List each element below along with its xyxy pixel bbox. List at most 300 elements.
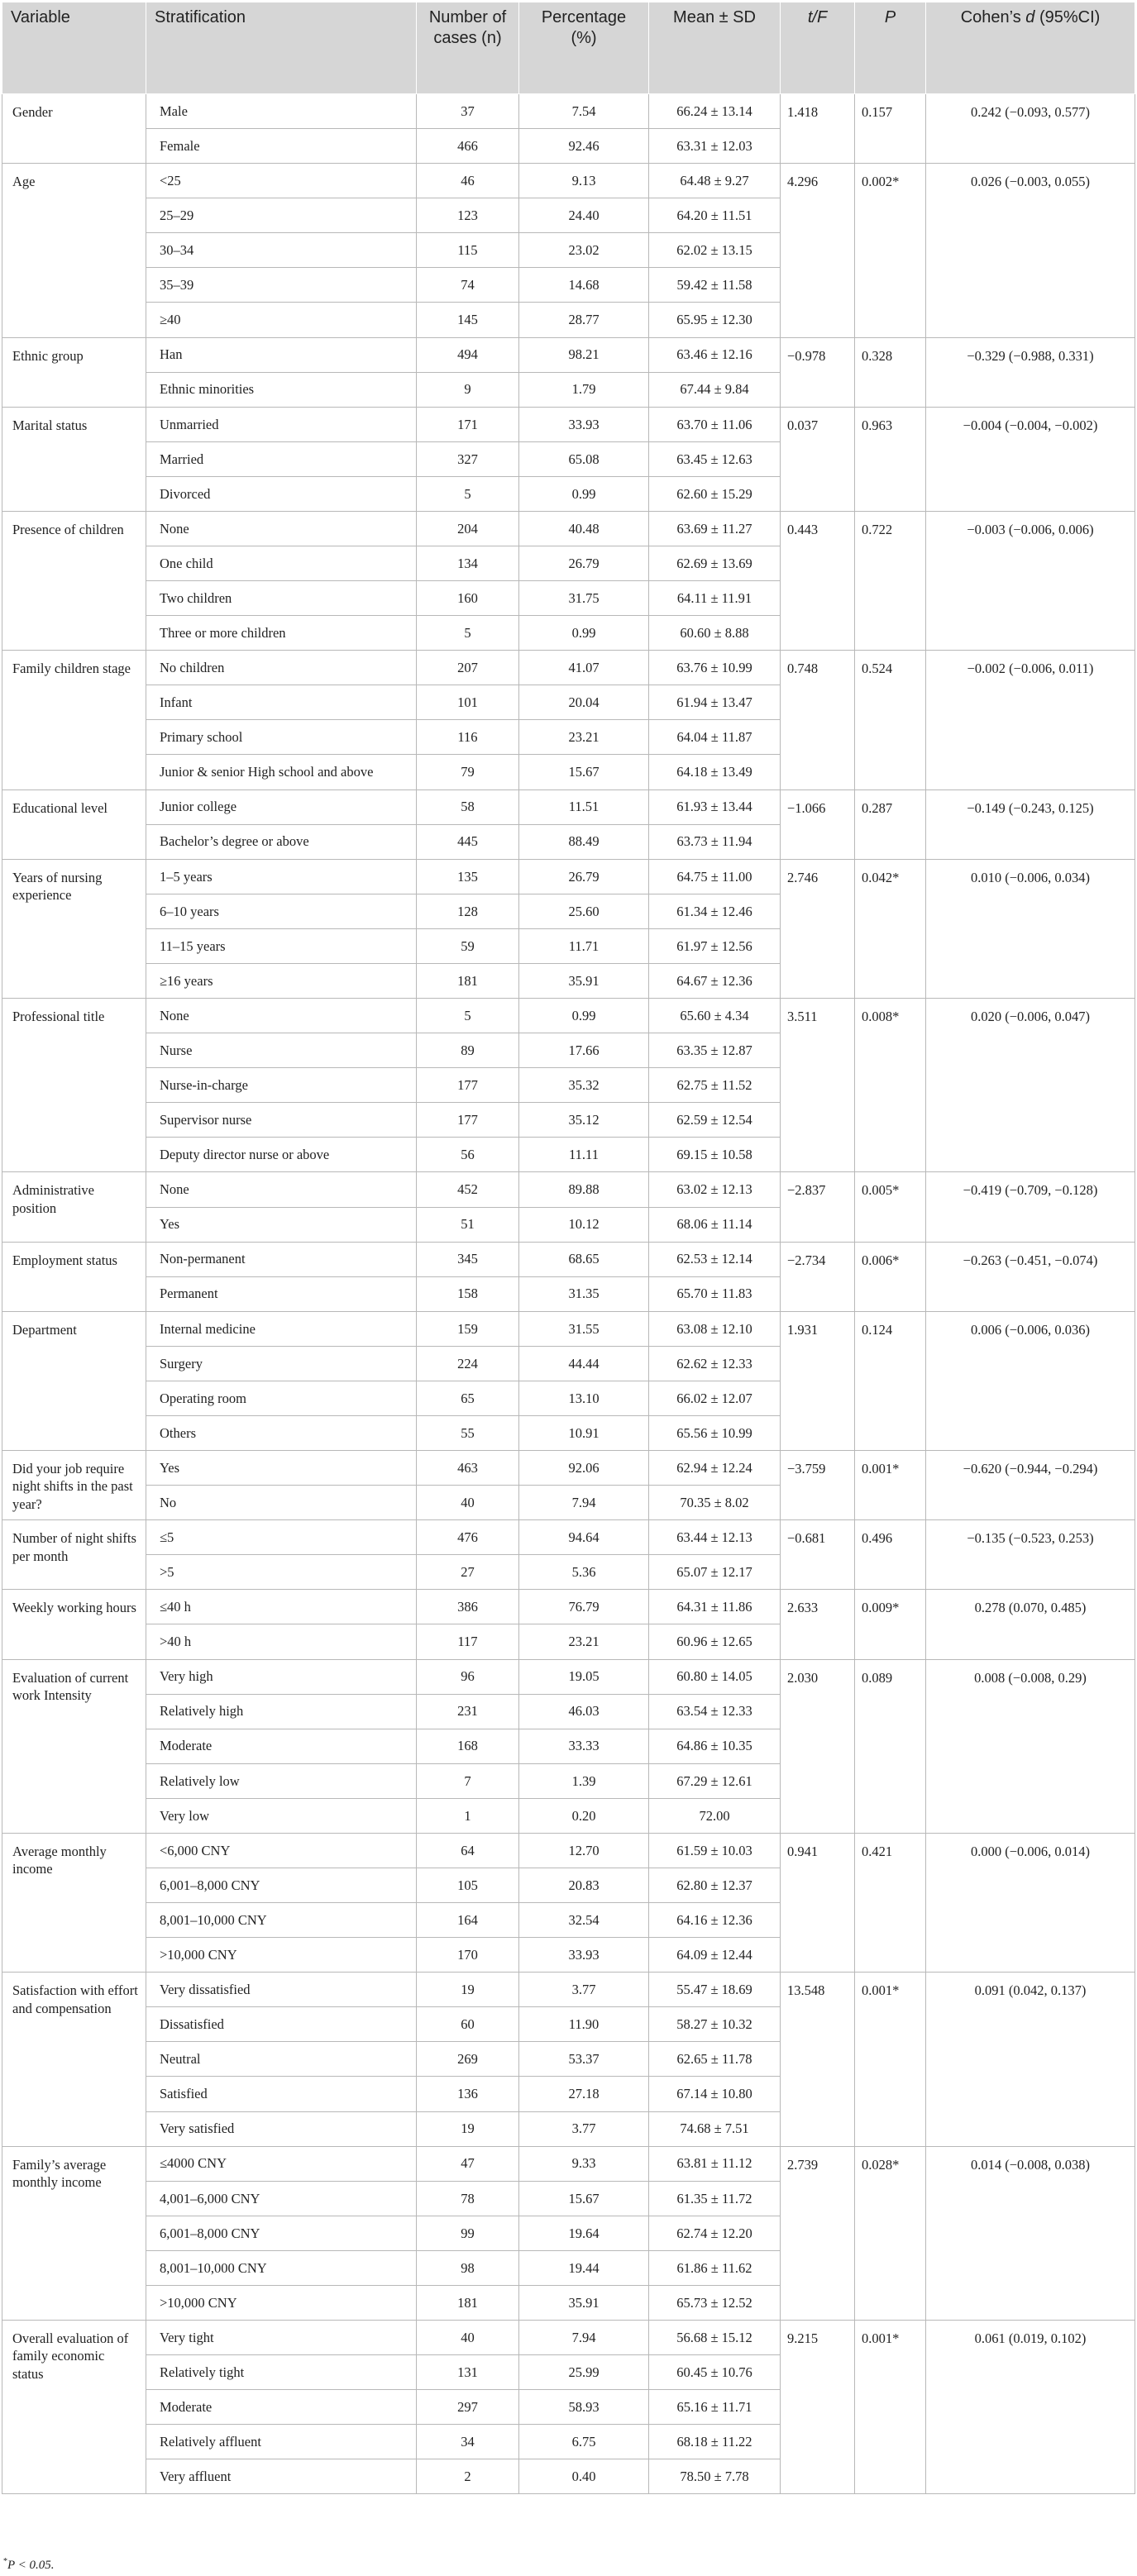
mean-sd-cell: 65.56 ± 10.99 bbox=[649, 1415, 781, 1450]
percentage-cell: 19.05 bbox=[519, 1659, 649, 1694]
percentage-cell: 6.75 bbox=[519, 2425, 649, 2459]
variable-cell: Overall evaluation of family economic status bbox=[2, 2321, 146, 2494]
cases-cell: 168 bbox=[417, 1729, 519, 1763]
variable-cell: Satisfaction with effort and compensation bbox=[2, 1973, 146, 2146]
mean-sd-cell: 65.95 ± 12.30 bbox=[649, 303, 781, 337]
stratification-cell: >10,000 CNY bbox=[146, 2285, 417, 2320]
percentage-cell: 1.39 bbox=[519, 1763, 649, 1798]
stratification-cell: Very satisfied bbox=[146, 2111, 417, 2146]
cases-cell: 58 bbox=[417, 789, 519, 824]
mean-sd-cell: 63.44 ± 12.13 bbox=[649, 1520, 781, 1555]
p-value-cell: 0.006* bbox=[855, 1242, 926, 1311]
cases-cell: 269 bbox=[417, 2042, 519, 2077]
cases-cell: 177 bbox=[417, 1103, 519, 1138]
header-t-f: t/F bbox=[781, 2, 855, 94]
mean-sd-cell: 65.16 ± 11.71 bbox=[649, 2390, 781, 2425]
mean-sd-cell: 61.34 ± 12.46 bbox=[649, 894, 781, 928]
percentage-cell: 0.99 bbox=[519, 476, 649, 511]
cases-cell: 56 bbox=[417, 1138, 519, 1172]
p-value-cell: 0.009* bbox=[855, 1590, 926, 1659]
mean-sd-cell: 64.86 ± 10.35 bbox=[649, 1729, 781, 1763]
mean-sd-cell: 63.45 ± 12.63 bbox=[649, 441, 781, 476]
header-stratification: Stratification bbox=[146, 2, 417, 94]
cases-cell: 327 bbox=[417, 441, 519, 476]
percentage-cell: 20.04 bbox=[519, 685, 649, 720]
footnote-text: P < 0.05. bbox=[7, 2559, 55, 2572]
table-row bbox=[2, 1451, 1135, 1486]
mean-sd-cell: 65.70 ± 11.83 bbox=[649, 1276, 781, 1311]
table-row bbox=[2, 2321, 1135, 2355]
t-f-cell: 0.748 bbox=[781, 651, 855, 789]
mean-sd-cell: 68.06 ± 11.14 bbox=[649, 1207, 781, 1242]
stratification-cell: Nurse bbox=[146, 1033, 417, 1068]
percentage-cell: 9.33 bbox=[519, 2146, 649, 2181]
cases-cell: 164 bbox=[417, 1903, 519, 1938]
cases-cell: 158 bbox=[417, 1276, 519, 1311]
header-cohens-d-letter: d bbox=[1025, 8, 1035, 26]
mean-sd-cell: 62.60 ± 15.29 bbox=[649, 476, 781, 511]
cases-cell: 96 bbox=[417, 1659, 519, 1694]
percentage-cell: 12.70 bbox=[519, 1833, 649, 1868]
percentage-cell: 9.13 bbox=[519, 164, 649, 198]
variable-cell: Years of nursing experience bbox=[2, 859, 146, 998]
table-row bbox=[2, 1172, 1135, 1207]
stratification-cell: Deputy director nurse or above bbox=[146, 1138, 417, 1172]
stratification-cell: 35–39 bbox=[146, 268, 417, 303]
cases-cell: 101 bbox=[417, 685, 519, 720]
mean-sd-cell: 63.69 ± 11.27 bbox=[649, 511, 781, 546]
mean-sd-cell: 62.59 ± 12.54 bbox=[649, 1103, 781, 1138]
table-row bbox=[2, 789, 1135, 824]
cases-cell: 65 bbox=[417, 1381, 519, 1415]
stratification-cell: <25 bbox=[146, 164, 417, 198]
mean-sd-cell: 63.76 ± 10.99 bbox=[649, 651, 781, 685]
cases-cell: 145 bbox=[417, 303, 519, 337]
percentage-cell: 14.68 bbox=[519, 268, 649, 303]
mean-sd-cell: 64.48 ± 9.27 bbox=[649, 164, 781, 198]
stratification-cell: 6–10 years bbox=[146, 894, 417, 928]
variable-cell: Family children stage bbox=[2, 651, 146, 789]
cases-cell: 105 bbox=[417, 1868, 519, 1902]
percentage-cell: 19.44 bbox=[519, 2250, 649, 2285]
mean-sd-cell: 64.09 ± 12.44 bbox=[649, 1938, 781, 1973]
percentage-cell: 3.77 bbox=[519, 1973, 649, 2007]
cases-cell: 98 bbox=[417, 2250, 519, 2285]
t-f-cell: 3.511 bbox=[781, 999, 855, 1172]
stratification-cell: Very dissatisfied bbox=[146, 1973, 417, 2007]
percentage-cell: 7.94 bbox=[519, 1486, 649, 1520]
variable-cell: Average monthly income bbox=[2, 1833, 146, 1972]
cases-cell: 452 bbox=[417, 1172, 519, 1207]
cases-cell: 34 bbox=[417, 2425, 519, 2459]
p-value-cell: 0.005* bbox=[855, 1172, 926, 1242]
variable-cell: Gender bbox=[2, 94, 146, 164]
t-f-cell: 2.739 bbox=[781, 2146, 855, 2320]
cases-cell: 40 bbox=[417, 2321, 519, 2355]
cohens-d-cell: −0.003 (−0.006, 0.006) bbox=[926, 511, 1135, 650]
t-f-cell: −2.734 bbox=[781, 1242, 855, 1311]
table-row bbox=[2, 1242, 1135, 1276]
cases-cell: 37 bbox=[417, 94, 519, 129]
variable-cell: Family’s average monthly income bbox=[2, 2146, 146, 2320]
stratification-cell: 11–15 years bbox=[146, 928, 417, 963]
cases-cell: 117 bbox=[417, 1624, 519, 1659]
percentage-cell: 40.48 bbox=[519, 511, 649, 546]
percentage-cell: 65.08 bbox=[519, 441, 649, 476]
t-f-cell: −1.066 bbox=[781, 789, 855, 859]
mean-sd-cell: 65.07 ± 12.17 bbox=[649, 1555, 781, 1590]
stratification-cell: 8,001–10,000 CNY bbox=[146, 1903, 417, 1938]
t-f-cell: 2.746 bbox=[781, 859, 855, 998]
mean-sd-cell: 63.31 ± 12.03 bbox=[649, 129, 781, 164]
stratification-cell: Permanent bbox=[146, 1276, 417, 1311]
percentage-cell: 13.10 bbox=[519, 1381, 649, 1415]
mean-sd-cell: 64.75 ± 11.00 bbox=[649, 859, 781, 894]
percentage-cell: 23.21 bbox=[519, 720, 649, 755]
t-f-cell: −0.978 bbox=[781, 337, 855, 407]
cases-cell: 74 bbox=[417, 268, 519, 303]
percentage-cell: 89.88 bbox=[519, 1172, 649, 1207]
percentage-cell: 10.91 bbox=[519, 1415, 649, 1450]
stratification-cell: Primary school bbox=[146, 720, 417, 755]
p-value-cell: 0.287 bbox=[855, 789, 926, 859]
variable-cell: Employment status bbox=[2, 1242, 146, 1311]
stratification-cell: >5 bbox=[146, 1555, 417, 1590]
mean-sd-cell: 64.04 ± 11.87 bbox=[649, 720, 781, 755]
mean-sd-cell: 63.73 ± 11.94 bbox=[649, 824, 781, 859]
mean-sd-cell: 64.31 ± 11.86 bbox=[649, 1590, 781, 1624]
table-row bbox=[2, 1590, 1135, 1624]
percentage-cell: 15.67 bbox=[519, 2181, 649, 2216]
variable-cell: Ethnic group bbox=[2, 337, 146, 407]
cases-cell: 2 bbox=[417, 2459, 519, 2494]
cases-cell: 46 bbox=[417, 164, 519, 198]
p-value-cell: 0.963 bbox=[855, 407, 926, 511]
cases-cell: 204 bbox=[417, 511, 519, 546]
percentage-cell: 31.55 bbox=[519, 1311, 649, 1346]
footnote-marker: * bbox=[3, 2557, 7, 2566]
mean-sd-cell: 62.69 ± 13.69 bbox=[649, 546, 781, 581]
p-value-cell: 0.008* bbox=[855, 999, 926, 1172]
t-f-cell: 0.037 bbox=[781, 407, 855, 511]
cohens-d-cell: −0.149 (−0.243, 0.125) bbox=[926, 789, 1135, 859]
cases-cell: 128 bbox=[417, 894, 519, 928]
stratification-cell: Relatively affluent bbox=[146, 2425, 417, 2459]
mean-sd-cell: 64.11 ± 11.91 bbox=[649, 581, 781, 616]
cases-cell: 115 bbox=[417, 233, 519, 268]
mean-sd-cell: 55.47 ± 18.69 bbox=[649, 1973, 781, 2007]
mean-sd-cell: 62.02 ± 13.15 bbox=[649, 233, 781, 268]
mean-sd-cell: 63.81 ± 11.12 bbox=[649, 2146, 781, 2181]
mean-sd-cell: 66.24 ± 13.14 bbox=[649, 94, 781, 129]
table-row bbox=[2, 859, 1135, 894]
percentage-cell: 23.02 bbox=[519, 233, 649, 268]
stratification-cell: None bbox=[146, 999, 417, 1033]
header-variable: Variable bbox=[2, 2, 146, 94]
stratification-cell: Two children bbox=[146, 581, 417, 616]
mean-sd-cell: 60.45 ± 10.76 bbox=[649, 2355, 781, 2390]
stratification-cell: Three or more children bbox=[146, 616, 417, 651]
percentage-cell: 10.12 bbox=[519, 1207, 649, 1242]
cohens-d-cell: 0.000 (−0.006, 0.014) bbox=[926, 1833, 1135, 1972]
variable-cell: Presence of children bbox=[2, 511, 146, 650]
variable-cell: Number of night shifts per month bbox=[2, 1520, 146, 1590]
percentage-cell: 0.20 bbox=[519, 1798, 649, 1833]
stratification-cell: Yes bbox=[146, 1451, 417, 1486]
percentage-cell: 1.79 bbox=[519, 372, 649, 407]
variable-cell: Educational level bbox=[2, 789, 146, 859]
p-value-cell: 0.001* bbox=[855, 1973, 926, 2146]
cases-cell: 160 bbox=[417, 581, 519, 616]
mean-sd-cell: 60.80 ± 14.05 bbox=[649, 1659, 781, 1694]
cases-cell: 78 bbox=[417, 2181, 519, 2216]
table-row bbox=[2, 1520, 1135, 1555]
mean-sd-cell: 63.08 ± 12.10 bbox=[649, 1311, 781, 1346]
table-row bbox=[2, 651, 1135, 685]
cases-cell: 181 bbox=[417, 963, 519, 998]
cohens-d-cell: 0.091 (0.042, 0.137) bbox=[926, 1973, 1135, 2146]
stratification-cell: 30–34 bbox=[146, 233, 417, 268]
mean-sd-cell: 63.54 ± 12.33 bbox=[649, 1694, 781, 1729]
mean-sd-cell: 66.02 ± 12.07 bbox=[649, 1381, 781, 1415]
t-f-cell: 1.418 bbox=[781, 94, 855, 164]
table-row bbox=[2, 164, 1135, 198]
stratification-cell: Satisfied bbox=[146, 2077, 417, 2111]
cases-cell: 345 bbox=[417, 1242, 519, 1276]
stratification-cell: None bbox=[146, 511, 417, 546]
stratification-cell: Moderate bbox=[146, 1729, 417, 1763]
stratification-cell: Internal medicine bbox=[146, 1311, 417, 1346]
cases-cell: 1 bbox=[417, 1798, 519, 1833]
mean-sd-cell: 72.00 bbox=[649, 1798, 781, 1833]
mean-sd-cell: 62.74 ± 12.20 bbox=[649, 2216, 781, 2250]
variable-cell: Marital status bbox=[2, 407, 146, 511]
stratification-cell: Relatively tight bbox=[146, 2355, 417, 2390]
percentage-cell: 58.93 bbox=[519, 2390, 649, 2425]
variable-cell: Did your job require night shifts in the past year? bbox=[2, 1451, 146, 1520]
variable-cell: Weekly working hours bbox=[2, 1590, 146, 1659]
cases-cell: 64 bbox=[417, 1833, 519, 1868]
cohens-d-cell: 0.061 (0.019, 0.102) bbox=[926, 2321, 1135, 2494]
p-value-cell: 0.042* bbox=[855, 859, 926, 998]
stratification-cell: ≤5 bbox=[146, 1520, 417, 1555]
stratification-cell: Yes bbox=[146, 1207, 417, 1242]
stratification-cell: <6,000 CNY bbox=[146, 1833, 417, 1868]
cases-cell: 494 bbox=[417, 337, 519, 372]
stratification-cell: 6,001–8,000 CNY bbox=[146, 2216, 417, 2250]
header-cohens-d bbox=[926, 2, 1135, 94]
cases-cell: 27 bbox=[417, 1555, 519, 1590]
cohens-d-cell: 0.026 (−0.003, 0.055) bbox=[926, 164, 1135, 337]
stratification-cell: Junior college bbox=[146, 789, 417, 824]
mean-sd-cell: 67.14 ± 10.80 bbox=[649, 2077, 781, 2111]
stratification-cell: ≤4000 CNY bbox=[146, 2146, 417, 2181]
header-cohens-suffix: (95%CI) bbox=[1034, 8, 1101, 26]
percentage-cell: 31.75 bbox=[519, 581, 649, 616]
cohens-d-cell: 0.008 (−0.008, 0.29) bbox=[926, 1659, 1135, 1833]
stratification-cell: 25–29 bbox=[146, 198, 417, 233]
percentage-cell: 25.60 bbox=[519, 894, 649, 928]
cases-cell: 463 bbox=[417, 1451, 519, 1486]
mean-sd-cell: 68.18 ± 11.22 bbox=[649, 2425, 781, 2459]
mean-sd-cell: 61.97 ± 12.56 bbox=[649, 928, 781, 963]
mean-sd-cell: 62.80 ± 12.37 bbox=[649, 1868, 781, 1902]
table-row bbox=[2, 1833, 1135, 1868]
table-footnote bbox=[3, 2557, 55, 2573]
cases-cell: 136 bbox=[417, 2077, 519, 2111]
stratification-cell: Junior & senior High school and above bbox=[146, 755, 417, 789]
stratification-cell: Non-permanent bbox=[146, 1242, 417, 1276]
cohens-d-cell: 0.278 (0.070, 0.485) bbox=[926, 1590, 1135, 1659]
percentage-cell: 35.91 bbox=[519, 963, 649, 998]
p-value-cell: 0.089 bbox=[855, 1659, 926, 1833]
cases-cell: 159 bbox=[417, 1311, 519, 1346]
p-value-cell: 0.421 bbox=[855, 1833, 926, 1972]
cases-cell: 135 bbox=[417, 859, 519, 894]
stratification-cell: Relatively high bbox=[146, 1694, 417, 1729]
cases-cell: 79 bbox=[417, 755, 519, 789]
cases-cell: 386 bbox=[417, 1590, 519, 1624]
t-f-cell: 1.931 bbox=[781, 1311, 855, 1450]
header-cases: Number of cases (n) bbox=[417, 2, 519, 94]
stratification-cell: Bachelor’s degree or above bbox=[146, 824, 417, 859]
percentage-cell: 94.64 bbox=[519, 1520, 649, 1555]
cases-cell: 116 bbox=[417, 720, 519, 755]
t-f-cell: 4.296 bbox=[781, 164, 855, 337]
stratification-cell: >10,000 CNY bbox=[146, 1938, 417, 1973]
header-cohens-prefix: Cohen’s bbox=[960, 8, 1021, 26]
stratification-cell: Very high bbox=[146, 1659, 417, 1694]
percentage-cell: 24.40 bbox=[519, 198, 649, 233]
cases-cell: 131 bbox=[417, 2355, 519, 2390]
cases-cell: 5 bbox=[417, 999, 519, 1033]
t-f-cell: 13.548 bbox=[781, 1973, 855, 2146]
mean-sd-cell: 60.60 ± 8.88 bbox=[649, 616, 781, 651]
t-f-cell: 0.443 bbox=[781, 511, 855, 650]
mean-sd-cell: 60.96 ± 12.65 bbox=[649, 1624, 781, 1659]
cases-cell: 19 bbox=[417, 1973, 519, 2007]
stratification-cell: >40 h bbox=[146, 1624, 417, 1659]
mean-sd-cell: 61.93 ± 13.44 bbox=[649, 789, 781, 824]
cases-cell: 7 bbox=[417, 1763, 519, 1798]
p-value-cell: 0.496 bbox=[855, 1520, 926, 1590]
percentage-cell: 44.44 bbox=[519, 1346, 649, 1381]
cohens-d-cell: −0.004 (−0.004, −0.002) bbox=[926, 407, 1135, 511]
cases-cell: 297 bbox=[417, 2390, 519, 2425]
mean-sd-cell: 63.35 ± 12.87 bbox=[649, 1033, 781, 1068]
percentage-cell: 0.40 bbox=[519, 2459, 649, 2494]
percentage-cell: 92.06 bbox=[519, 1451, 649, 1486]
cases-cell: 47 bbox=[417, 2146, 519, 2181]
percentage-cell: 11.90 bbox=[519, 2007, 649, 2042]
cases-cell: 171 bbox=[417, 407, 519, 441]
mean-sd-cell: 61.59 ± 10.03 bbox=[649, 1833, 781, 1868]
p-value-cell: 0.328 bbox=[855, 337, 926, 407]
percentage-cell: 23.21 bbox=[519, 1624, 649, 1659]
mean-sd-cell: 62.65 ± 11.78 bbox=[649, 2042, 781, 2077]
table-body bbox=[2, 94, 1135, 2494]
mean-sd-cell: 59.42 ± 11.58 bbox=[649, 268, 781, 303]
mean-sd-cell: 70.35 ± 8.02 bbox=[649, 1486, 781, 1520]
percentage-cell: 7.94 bbox=[519, 2321, 649, 2355]
mean-sd-cell: 63.46 ± 12.16 bbox=[649, 337, 781, 372]
cohens-d-cell: −0.135 (−0.523, 0.253) bbox=[926, 1520, 1135, 1590]
cohens-d-cell: −0.419 (−0.709, −0.128) bbox=[926, 1172, 1135, 1242]
percentage-cell: 11.51 bbox=[519, 789, 649, 824]
stratification-cell: Relatively low bbox=[146, 1763, 417, 1798]
p-value-cell: 0.524 bbox=[855, 651, 926, 789]
percentage-cell: 15.67 bbox=[519, 755, 649, 789]
cases-cell: 123 bbox=[417, 198, 519, 233]
percentage-cell: 26.79 bbox=[519, 859, 649, 894]
header-p: P bbox=[855, 2, 926, 94]
mean-sd-cell: 74.68 ± 7.51 bbox=[649, 2111, 781, 2146]
cohens-d-cell: 0.242 (−0.093, 0.577) bbox=[926, 94, 1135, 164]
mean-sd-cell: 67.29 ± 12.61 bbox=[649, 1763, 781, 1798]
mean-sd-cell: 64.16 ± 12.36 bbox=[649, 1903, 781, 1938]
percentage-cell: 20.83 bbox=[519, 1868, 649, 1902]
cases-cell: 60 bbox=[417, 2007, 519, 2042]
percentage-cell: 68.65 bbox=[519, 1242, 649, 1276]
cases-cell: 207 bbox=[417, 651, 519, 685]
cases-cell: 177 bbox=[417, 1068, 519, 1103]
cases-cell: 476 bbox=[417, 1520, 519, 1555]
variable-cell: Professional title bbox=[2, 999, 146, 1172]
table-row bbox=[2, 337, 1135, 372]
stratification-cell: Infant bbox=[146, 685, 417, 720]
stratification-cell: Han bbox=[146, 337, 417, 372]
stratification-cell: 8,001–10,000 CNY bbox=[146, 2250, 417, 2285]
mean-sd-cell: 56.68 ± 15.12 bbox=[649, 2321, 781, 2355]
stratification-cell: ≥40 bbox=[146, 303, 417, 337]
cases-cell: 445 bbox=[417, 824, 519, 859]
stratification-cell: Ethnic minorities bbox=[146, 372, 417, 407]
cohens-d-cell: 0.006 (−0.006, 0.036) bbox=[926, 1311, 1135, 1450]
percentage-cell: 35.91 bbox=[519, 2285, 649, 2320]
mean-sd-cell: 58.27 ± 10.32 bbox=[649, 2007, 781, 2042]
p-value-cell: 0.001* bbox=[855, 2321, 926, 2494]
mean-sd-cell: 64.20 ± 11.51 bbox=[649, 198, 781, 233]
cases-cell: 19 bbox=[417, 2111, 519, 2146]
percentage-cell: 41.07 bbox=[519, 651, 649, 685]
stratification-cell: ≥16 years bbox=[146, 963, 417, 998]
percentage-cell: 35.32 bbox=[519, 1068, 649, 1103]
table-row bbox=[2, 1973, 1135, 2007]
header-row bbox=[2, 2, 1135, 94]
percentage-cell: 33.93 bbox=[519, 407, 649, 441]
t-f-cell: −2.837 bbox=[781, 1172, 855, 1242]
mean-sd-cell: 64.67 ± 12.36 bbox=[649, 963, 781, 998]
stratification-cell: Very low bbox=[146, 1798, 417, 1833]
cohens-d-cell: 0.010 (−0.006, 0.034) bbox=[926, 859, 1135, 998]
cases-cell: 5 bbox=[417, 616, 519, 651]
percentage-cell: 26.79 bbox=[519, 546, 649, 581]
stratification-cell: No bbox=[146, 1486, 417, 1520]
stratification-cell: Dissatisfied bbox=[146, 2007, 417, 2042]
mean-sd-cell: 62.75 ± 11.52 bbox=[649, 1068, 781, 1103]
mean-sd-cell: 62.62 ± 12.33 bbox=[649, 1346, 781, 1381]
mean-sd-cell: 69.15 ± 10.58 bbox=[649, 1138, 781, 1172]
percentage-cell: 31.35 bbox=[519, 1276, 649, 1311]
cases-cell: 55 bbox=[417, 1415, 519, 1450]
cases-cell: 466 bbox=[417, 129, 519, 164]
stratification-cell: Moderate bbox=[146, 2390, 417, 2425]
header-mean-sd: Mean ± SD bbox=[649, 2, 781, 94]
cases-cell: 5 bbox=[417, 476, 519, 511]
cases-cell: 89 bbox=[417, 1033, 519, 1068]
stratification-cell: Divorced bbox=[146, 476, 417, 511]
percentage-cell: 53.37 bbox=[519, 2042, 649, 2077]
